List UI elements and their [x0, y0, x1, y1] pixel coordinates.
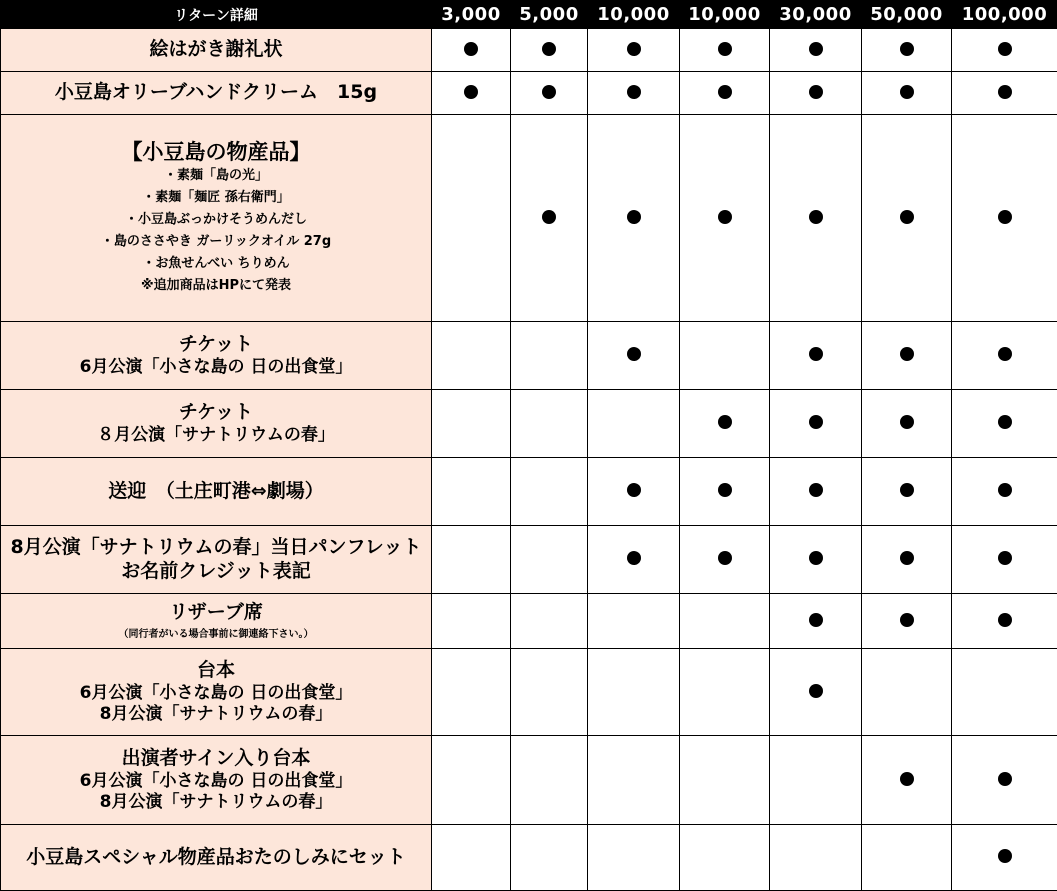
table-row — [1, 322, 1057, 390]
row-label-line: 6月公演「小さな島の 日の出食堂」 — [1, 683, 431, 704]
table-row — [1, 72, 1057, 115]
included-mark-icon — [998, 849, 1012, 863]
table-row — [1, 458, 1057, 526]
row-label-line: 絵はがき謝礼状 — [1, 38, 431, 62]
included-mark-icon — [809, 613, 823, 627]
header-row — [1, 1, 1057, 29]
amount-header-6: 50,000 — [862, 1, 952, 29]
mark-cell — [770, 29, 862, 72]
included-mark-icon — [809, 210, 823, 224]
mark-cell — [680, 736, 770, 825]
row-label-line: ・小豆島ぶっかけそうめんだし — [1, 209, 431, 231]
row-label — [1, 649, 432, 736]
mark-cell — [952, 649, 1057, 736]
included-mark-icon — [627, 483, 641, 497]
mark-cell — [770, 322, 862, 390]
mark-cell — [770, 115, 862, 322]
included-mark-icon — [809, 42, 823, 56]
mark-cell — [432, 825, 511, 891]
mark-cell — [862, 825, 952, 891]
row-label-line: 小豆島オリーブハンドクリーム 15g — [1, 81, 431, 105]
mark-cell — [588, 649, 680, 736]
row-label-line: ・島のささやき ガーリックオイル 27g — [1, 231, 431, 253]
row-label-line: 小豆島スペシャル物産品おたのしみにセット — [1, 846, 431, 870]
mark-cell — [862, 72, 952, 115]
included-mark-icon — [627, 347, 641, 361]
mark-cell — [588, 526, 680, 594]
included-mark-icon — [627, 85, 641, 99]
mark-cell — [588, 825, 680, 891]
included-mark-icon — [998, 772, 1012, 786]
mark-cell — [770, 736, 862, 825]
mark-cell — [511, 72, 588, 115]
mark-cell — [511, 736, 588, 825]
row-label-line: 8月公演「サナトリウムの春」 — [1, 792, 431, 813]
row-label-line: 6月公演「小さな島の 日の出食堂」 — [1, 357, 431, 378]
mark-cell — [511, 322, 588, 390]
mark-cell — [511, 115, 588, 322]
mark-cell — [862, 390, 952, 458]
included-mark-icon — [718, 551, 732, 565]
header-label: リターン詳細 — [1, 1, 432, 29]
mark-cell — [511, 594, 588, 649]
mark-cell — [511, 458, 588, 526]
row-label-line: 6月公演「小さな島の 日の出食堂」 — [1, 771, 431, 792]
amount-header-4: 10,000 — [680, 1, 770, 29]
included-mark-icon — [998, 42, 1012, 56]
mark-cell — [952, 72, 1057, 115]
mark-cell — [862, 736, 952, 825]
mark-cell — [770, 390, 862, 458]
included-mark-icon — [900, 483, 914, 497]
mark-cell — [588, 29, 680, 72]
mark-cell — [952, 29, 1057, 72]
row-label — [1, 72, 432, 115]
row-label — [1, 736, 432, 825]
included-mark-icon — [998, 483, 1012, 497]
table-row — [1, 736, 1057, 825]
included-mark-icon — [998, 347, 1012, 361]
mark-cell — [952, 115, 1057, 322]
row-label-line: 8月公演「サナトリウムの春」当日パンフレット — [1, 536, 431, 560]
mark-cell — [432, 458, 511, 526]
row-label-line: 台本 — [1, 659, 431, 683]
mark-cell — [770, 72, 862, 115]
row-label-line: ８月公演「サナトリウムの春」 — [1, 425, 431, 446]
included-mark-icon — [627, 551, 641, 565]
included-mark-icon — [718, 42, 732, 56]
amount-header-2: 5,000 — [511, 1, 588, 29]
mark-cell — [770, 594, 862, 649]
table-row — [1, 390, 1057, 458]
included-mark-icon — [998, 85, 1012, 99]
included-mark-icon — [900, 772, 914, 786]
included-mark-icon — [464, 85, 478, 99]
mark-cell — [432, 649, 511, 736]
row-label — [1, 115, 432, 322]
mark-cell — [680, 115, 770, 322]
included-mark-icon — [627, 42, 641, 56]
mark-cell — [511, 649, 588, 736]
row-label-line: （同行者がいる場合事前に御連絡下さい。） — [1, 629, 431, 642]
row-label-line: ・素麺「麺匠 孫右衛門」 — [1, 187, 431, 209]
amount-header-1: 3,000 — [432, 1, 511, 29]
mark-cell — [770, 825, 862, 891]
mark-cell — [588, 736, 680, 825]
included-mark-icon — [542, 85, 556, 99]
included-mark-icon — [809, 483, 823, 497]
table-row — [1, 526, 1057, 594]
table-body — [1, 29, 1057, 891]
mark-cell — [952, 322, 1057, 390]
mark-cell — [432, 736, 511, 825]
row-label-line: チケット — [1, 333, 431, 357]
included-mark-icon — [998, 415, 1012, 429]
mark-cell — [770, 458, 862, 526]
included-mark-icon — [809, 85, 823, 99]
mark-cell — [432, 526, 511, 594]
included-mark-icon — [809, 551, 823, 565]
row-label-line: お名前クレジット表記 — [1, 560, 431, 584]
included-mark-icon — [718, 210, 732, 224]
included-mark-icon — [900, 210, 914, 224]
mark-cell — [588, 115, 680, 322]
mark-cell — [680, 322, 770, 390]
row-label-line: 送迎 （土庄町港⇔劇場） — [1, 480, 431, 504]
included-mark-icon — [718, 85, 732, 99]
included-mark-icon — [718, 483, 732, 497]
mark-cell — [511, 526, 588, 594]
mark-cell — [588, 458, 680, 526]
included-mark-icon — [998, 613, 1012, 627]
mark-cell — [862, 458, 952, 526]
row-label-line: チケット — [1, 401, 431, 425]
mark-cell — [432, 390, 511, 458]
row-label-line: リザーブ席 — [1, 601, 431, 625]
mark-cell — [770, 526, 862, 594]
mark-cell — [862, 594, 952, 649]
row-label — [1, 526, 432, 594]
mark-cell — [680, 390, 770, 458]
mark-cell — [588, 72, 680, 115]
mark-cell — [588, 322, 680, 390]
mark-cell — [680, 649, 770, 736]
table-row — [1, 649, 1057, 736]
mark-cell — [432, 594, 511, 649]
included-mark-icon — [998, 551, 1012, 565]
mark-cell — [680, 72, 770, 115]
mark-cell — [432, 72, 511, 115]
mark-cell — [680, 825, 770, 891]
row-label — [1, 390, 432, 458]
mark-cell — [862, 649, 952, 736]
row-label — [1, 594, 432, 649]
mark-cell — [862, 115, 952, 322]
mark-cell — [511, 29, 588, 72]
included-mark-icon — [900, 347, 914, 361]
mark-cell — [680, 458, 770, 526]
mark-cell — [770, 649, 862, 736]
mark-cell — [680, 594, 770, 649]
mark-cell — [862, 29, 952, 72]
included-mark-icon — [627, 210, 641, 224]
mark-cell — [952, 526, 1057, 594]
mark-cell — [588, 390, 680, 458]
row-label — [1, 29, 432, 72]
row-label-line: ・素麺「島の光」 — [1, 165, 431, 187]
included-mark-icon — [809, 684, 823, 698]
included-mark-icon — [464, 42, 478, 56]
mark-cell — [511, 825, 588, 891]
mark-cell — [511, 390, 588, 458]
row-label-line: ・お魚せんべい ちりめん — [1, 253, 431, 275]
row-label-line: 出演者サイン入り台本 — [1, 747, 431, 771]
included-mark-icon — [900, 415, 914, 429]
amount-header-7: 100,000 — [952, 1, 1057, 29]
table-header — [1, 1, 1057, 29]
included-mark-icon — [900, 551, 914, 565]
row-label-line: 【小豆島の物産品】 — [1, 139, 431, 165]
included-mark-icon — [998, 210, 1012, 224]
row-label — [1, 458, 432, 526]
table-row — [1, 115, 1057, 322]
mark-cell — [432, 115, 511, 322]
included-mark-icon — [542, 42, 556, 56]
included-mark-icon — [809, 415, 823, 429]
mark-cell — [862, 322, 952, 390]
mark-cell — [862, 526, 952, 594]
mark-cell — [588, 594, 680, 649]
mark-cell — [952, 736, 1057, 825]
amount-header-3: 10,000 — [588, 1, 680, 29]
mark-cell — [952, 594, 1057, 649]
row-label-line: 8月公演「サナトリウムの春」 — [1, 704, 431, 725]
mark-cell — [952, 458, 1057, 526]
included-mark-icon — [718, 415, 732, 429]
table-row — [1, 29, 1057, 72]
included-mark-icon — [900, 85, 914, 99]
included-mark-icon — [900, 613, 914, 627]
included-mark-icon — [900, 42, 914, 56]
row-label-line: ※追加商品はHPにて発表 — [1, 275, 431, 297]
included-mark-icon — [542, 210, 556, 224]
mark-cell — [432, 322, 511, 390]
row-label — [1, 825, 432, 891]
mark-cell — [952, 390, 1057, 458]
mark-cell — [680, 526, 770, 594]
table-row — [1, 594, 1057, 649]
mark-cell — [952, 825, 1057, 891]
table-row — [1, 825, 1057, 891]
amount-header-5: 30,000 — [770, 1, 862, 29]
mark-cell — [680, 29, 770, 72]
included-mark-icon — [809, 347, 823, 361]
mark-cell — [432, 29, 511, 72]
row-label — [1, 322, 432, 390]
